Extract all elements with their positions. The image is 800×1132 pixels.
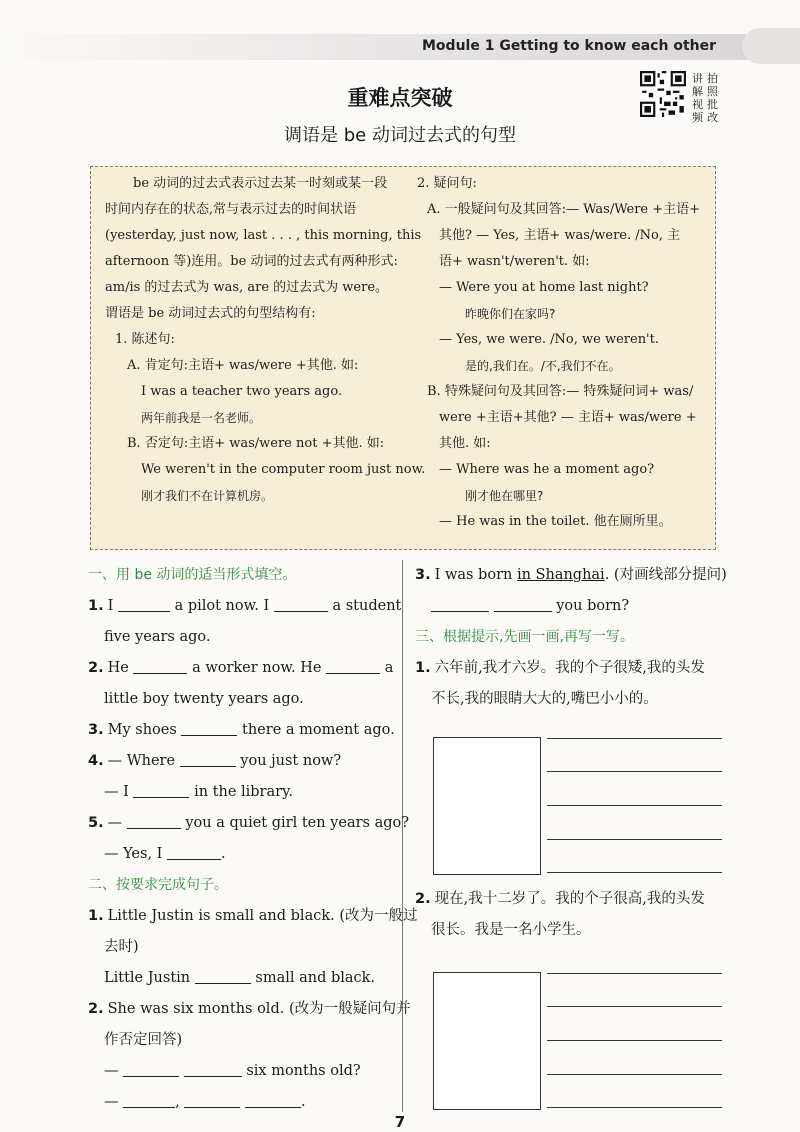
question-2-2-answer2: — , . <box>88 1087 392 1118</box>
writing-line[interactable] <box>547 738 722 739</box>
column-divider <box>402 560 403 1112</box>
box-text: 刚才我们不在计算机房。 <box>141 489 274 503</box>
question-1-4-cont: — I in the library. <box>88 777 392 808</box>
answer-blank[interactable] <box>127 810 181 829</box>
grammar-box-right <box>417 171 709 535</box>
box-text: We weren't in the computer room just now. <box>141 462 426 477</box>
box-text: — Yes, we were. /No, we weren't. <box>439 332 659 347</box>
question-3-1-cont: 不长,我的眼睛大大的,嘴巴小小的。 <box>431 691 658 707</box>
answer-blank[interactable] <box>133 655 187 674</box>
question-1-2-cont: little boy twenty years ago. <box>104 691 304 707</box>
question-2-2-cont: 作否定回答) <box>104 1032 183 1048</box>
answer-blank[interactable] <box>326 655 380 674</box>
answer-blank[interactable] <box>184 1089 240 1108</box>
writing-line[interactable] <box>547 771 722 772</box>
answer-blank[interactable] <box>181 717 237 736</box>
question-3-1: 1. 六年前,我才六岁。我的个子很矮,我的头发 <box>415 660 705 676</box>
answer-blank[interactable] <box>133 779 189 798</box>
question-3-2-block <box>415 884 725 946</box>
answer-blank[interactable] <box>274 593 328 612</box>
box-text: A. 肯定句:主语+ was/were +其他. 如: <box>127 358 359 373</box>
question-2-2: 2. She was six months old. (改为一般疑问句并 <box>88 1001 411 1017</box>
qr-code-icon[interactable] <box>640 71 686 117</box>
box-text: 是的,我们在。/不,我们不在。 <box>465 359 621 373</box>
box-text: B. 特殊疑问句及其回答:— 特殊疑问词+ was/ <box>427 384 694 399</box>
exercise-column-left <box>88 560 418 1118</box>
writing-line[interactable] <box>547 973 722 974</box>
writing-line[interactable] <box>547 1006 722 1007</box>
drawing-box-1[interactable] <box>433 737 541 875</box>
box-text: am/is 的过去式为 was, are 的过去式为 were。 <box>105 280 389 295</box>
box-text: B. 否定句:主语+ was/were not +其他. 如: <box>127 436 385 451</box>
box-text: I was a teacher two years ago. <box>141 384 343 399</box>
header-tab <box>742 28 800 64</box>
qr-label: 讲 拍 解 照 视 批 频 改 <box>692 72 718 124</box>
question-2-2-answer1: — six months old? <box>88 1056 392 1087</box>
box-text: 刚才他在哪里? <box>465 489 544 503</box>
writing-line[interactable] <box>547 839 722 840</box>
box-text: — Were you at home last night? <box>439 280 649 295</box>
box-text: — Where was he a moment ago? <box>439 462 655 477</box>
question-1-5: 5. — you a quiet girl ten years ago? <box>88 808 392 839</box>
answer-blank[interactable] <box>245 1089 301 1108</box>
box-text: 两年前我是一名老师。 <box>141 411 262 425</box>
answer-blank[interactable] <box>118 593 170 612</box>
box-text: afternoon 等)连用。be 动词的过去式有两种形式: <box>105 254 398 269</box>
module-header: Module 1 Getting to know each other <box>422 38 716 54</box>
question-1-4: 4. — Where you just now? <box>88 746 392 777</box>
writing-line[interactable] <box>547 1107 722 1108</box>
question-1-1-cont: five years ago. <box>104 629 211 645</box>
drawing-box-2[interactable] <box>433 972 541 1110</box>
question-2-1-cont: 去时) <box>104 939 139 955</box>
page-subtitle: 调语是 be 动词过去式的句型 <box>284 125 516 146</box>
question-2-1-answer: Little Justin small and black. <box>88 963 392 994</box>
box-text: 时间内存在的状态,常与表示过去的时间状语 <box>105 202 357 217</box>
answer-blank[interactable] <box>180 748 236 767</box>
question-1-1: 1. I a pilot now. I a student <box>88 591 392 622</box>
page-title: 重难点突破 <box>347 86 453 110</box>
box-text: were +主语+其他? — 主语+ was/were + <box>439 410 697 425</box>
writing-line[interactable] <box>547 872 722 873</box>
box-text: be 动词的过去式表示过去某一时刻或某一段 <box>133 176 388 191</box>
answer-blank[interactable] <box>123 1058 179 1077</box>
question-1-2: 2. He a worker now. He a <box>88 653 392 684</box>
question-2-3-answer: you born? <box>415 591 725 622</box>
answer-blank[interactable] <box>494 593 552 612</box>
grammar-box-left <box>105 171 426 509</box>
writing-line[interactable] <box>547 1040 722 1041</box>
part2-heading: 二、按要求完成句子。 <box>88 877 228 893</box>
box-text: 谓语是 be 动词过去式的句型结构有: <box>105 306 316 321</box>
box-text: 其他. 如: <box>439 436 491 451</box>
answer-blank[interactable] <box>123 1089 175 1108</box>
writing-line[interactable] <box>547 805 722 806</box>
question-3-2-cont: 很长。我是一名小学生。 <box>431 922 591 938</box>
answer-blank[interactable] <box>195 965 251 984</box>
question-2-1: 1. Little Justin is small and black. (改为一般过 <box>88 908 418 924</box>
question-2-3: 3. I was born in Shanghai. (对画线部分提问) <box>415 567 727 583</box>
page-number: 7 <box>394 1113 406 1131</box>
question-1-5-cont: — Yes, I . <box>88 839 392 870</box>
part3-heading: 三、根据提示,先画一画,再写一写。 <box>415 629 634 645</box>
question-3-2: 2. 现在,我十二岁了。我的个子很高,我的头发 <box>415 891 705 907</box>
part1-heading: 一、用 be 动词的适当形式填空。 <box>88 567 297 583</box>
box-text: 其他? — Yes, 主语+ was/were. /No, 主 <box>439 228 681 243</box>
grammar-box <box>90 166 716 550</box>
box-text: 昨晚你们在家吗? <box>465 307 556 321</box>
box-text: — He was in the toilet. 他在厕所里。 <box>439 514 672 529</box>
box-text: 语+ wasn't/weren't. 如: <box>439 254 590 269</box>
box-text: 1. 陈述句: <box>115 332 175 347</box>
box-text: (yesterday, just now, last . . . , this morning, this <box>105 228 422 243</box>
answer-blank[interactable] <box>184 1058 242 1077</box>
answer-blank[interactable] <box>431 593 489 612</box>
writing-line[interactable] <box>547 1074 722 1075</box>
answer-blank[interactable] <box>167 841 221 860</box>
question-1-3: 3. My shoes there a moment ago. <box>88 715 392 746</box>
box-text: 2. 疑问句: <box>417 176 477 191</box>
box-text: A. 一般疑问句及其回答:— Was/Were +主语+ <box>427 202 701 217</box>
exercise-column-right <box>415 560 725 715</box>
